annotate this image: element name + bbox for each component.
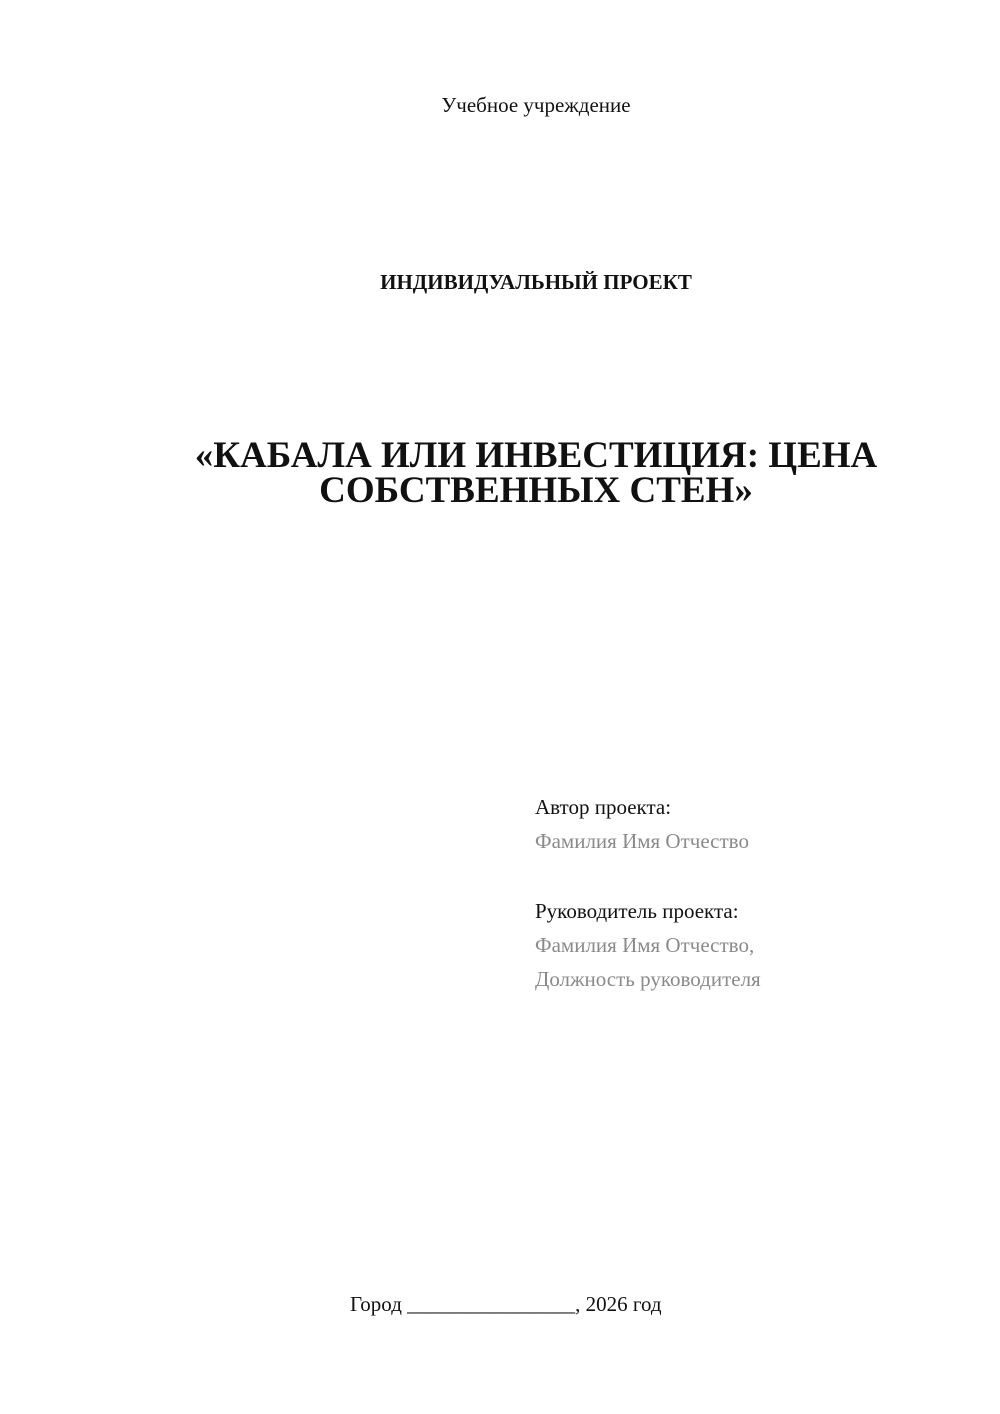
supervisor-label: Руководитель проекта:	[535, 899, 739, 923]
city-year-line: Город ________________, 2026 год	[350, 1292, 662, 1316]
institution-name: Учебное учреждение	[441, 93, 631, 117]
project-title-line-2: СОБСТВЕННЫХ СТЕН»	[319, 470, 753, 511]
project-info-block	[535, 790, 975, 996]
author-label: Автор проекта:	[535, 795, 672, 819]
project-title-line-1: «КАБАЛА ИЛИ ИНВЕСТИЦИЯ: ЦЕНА	[194, 435, 878, 476]
author-name: Фамилия Имя Отчество	[535, 829, 749, 853]
supervisor-name: Фамилия Имя Отчество,	[535, 933, 755, 957]
supervisor-position: Должность руководителя	[535, 967, 761, 991]
document-type: ИНДИВИДУАЛЬНЫЙ ПРОЕКТ	[380, 270, 692, 294]
project-title	[0, 435, 1000, 511]
